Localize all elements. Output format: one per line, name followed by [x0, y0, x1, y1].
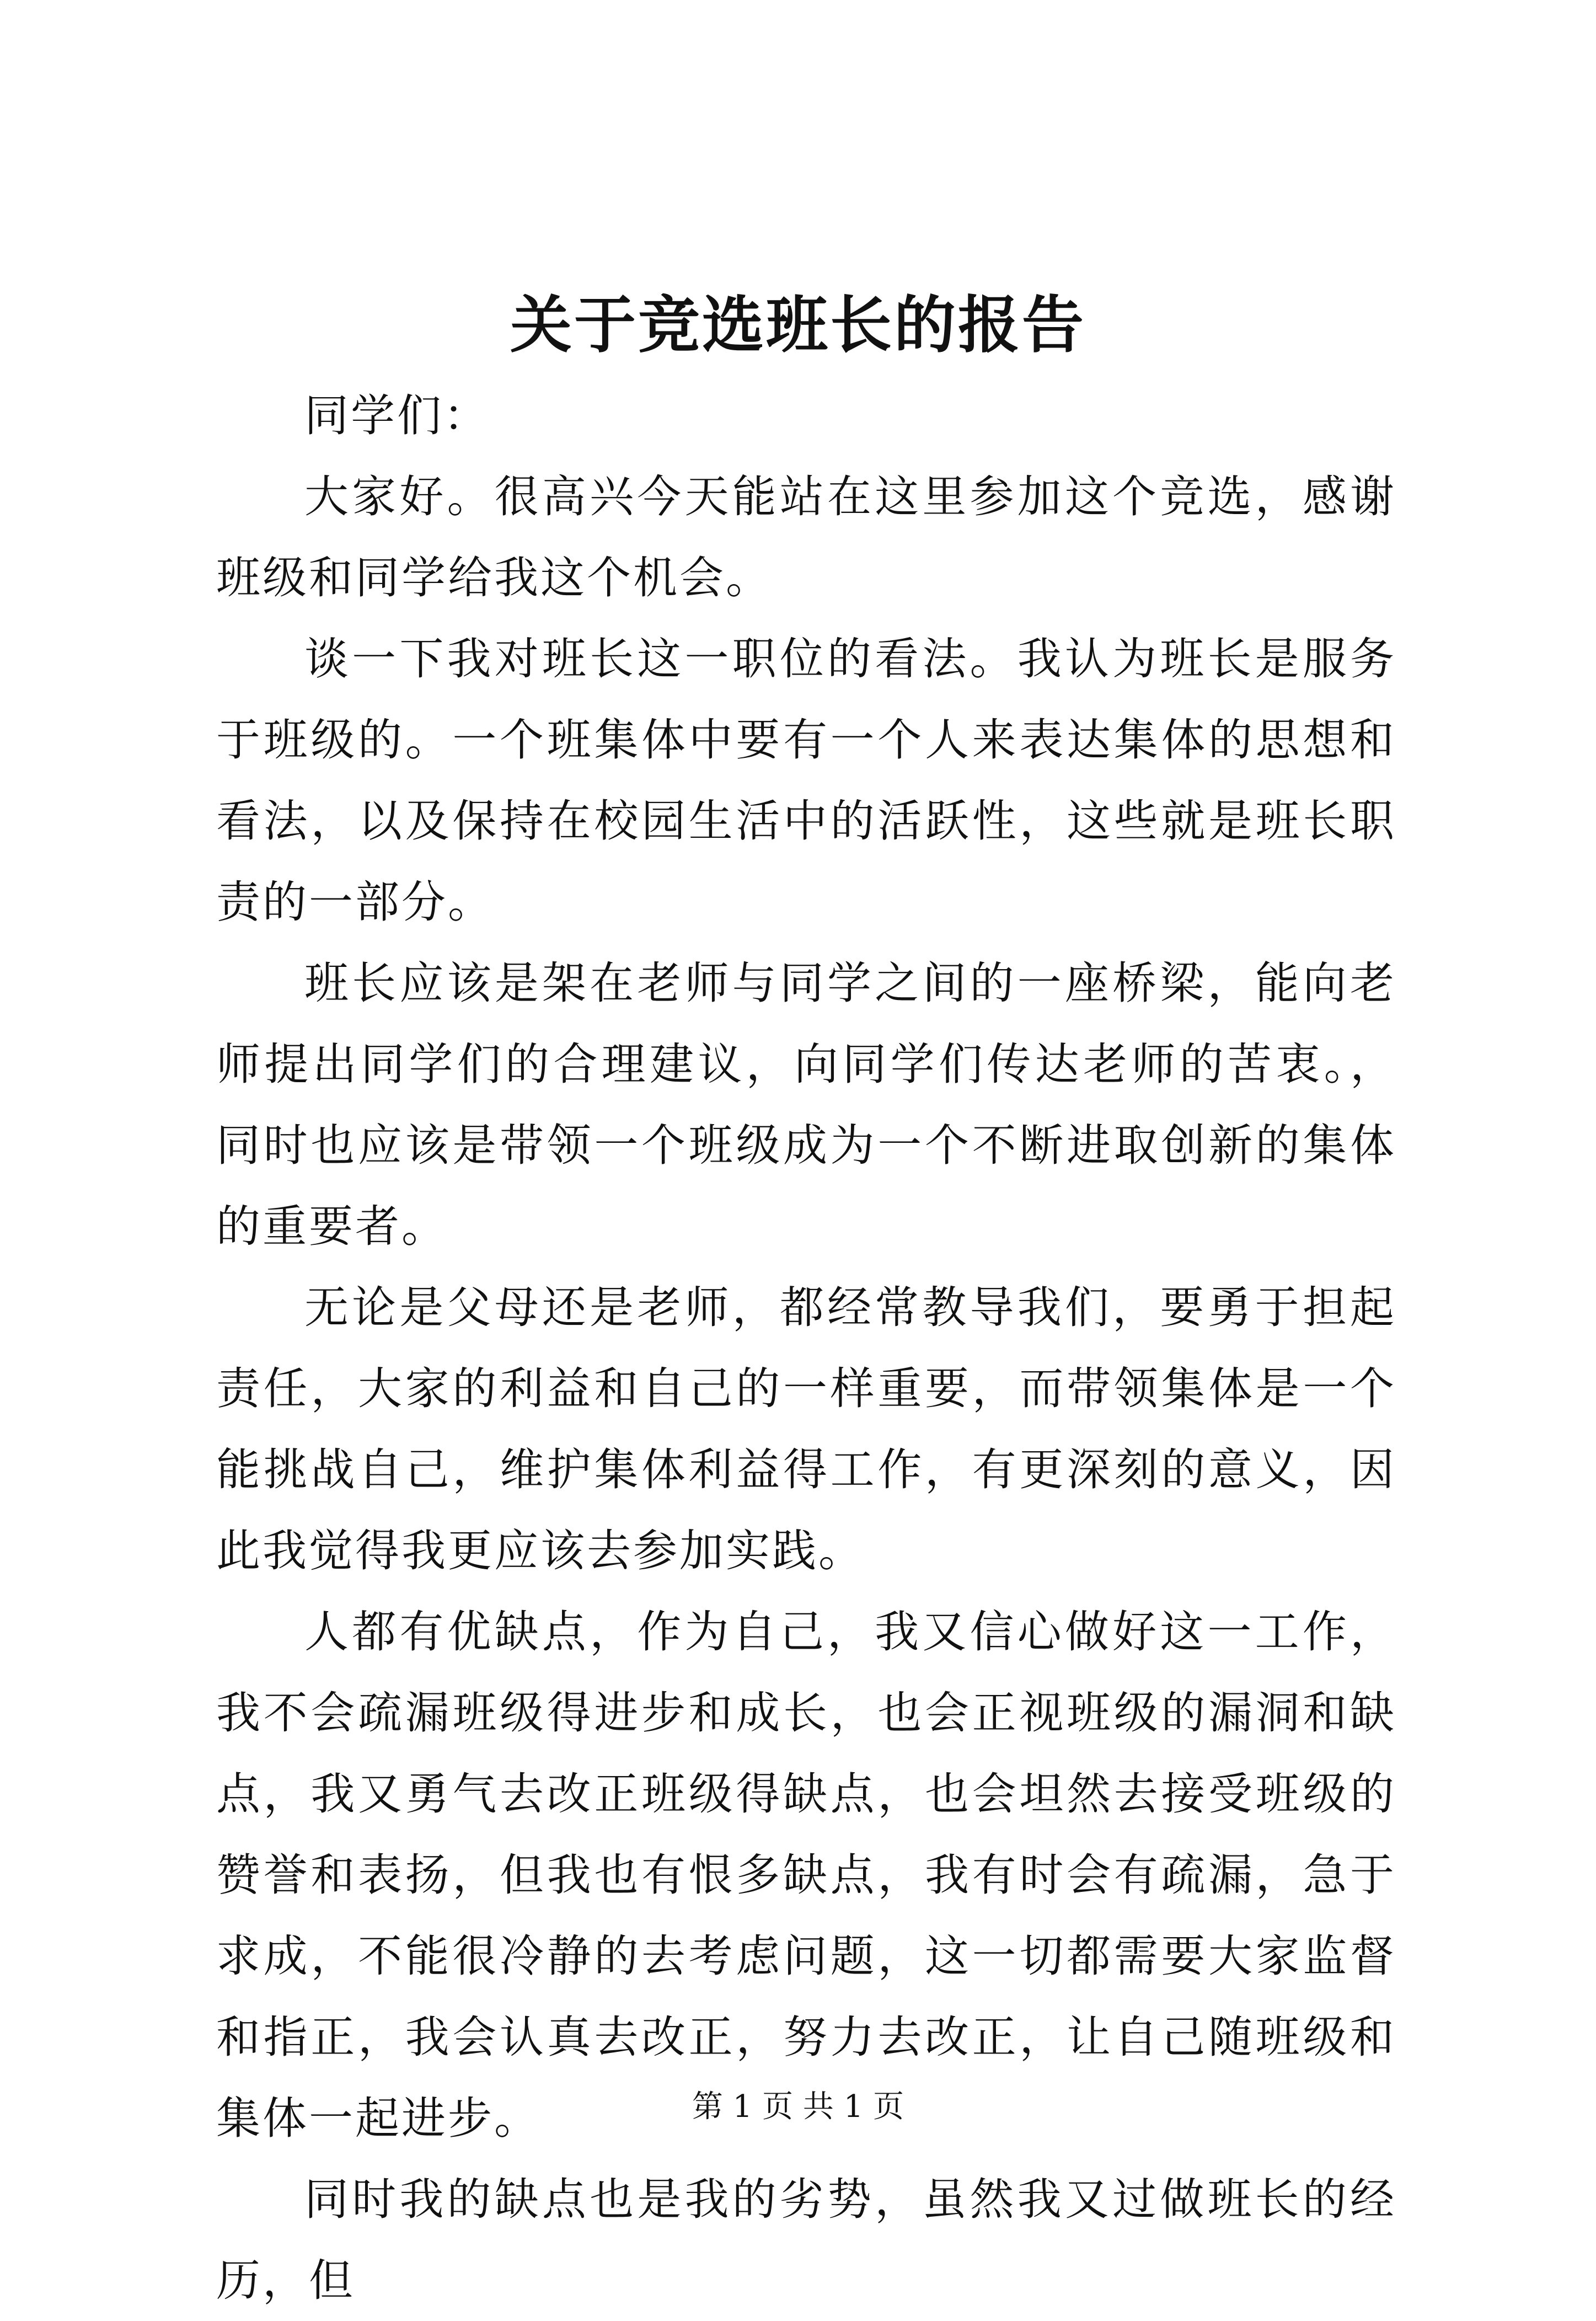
paragraph: 人都有优缺点，作为自己，我又信心做好这一工作，我不会疏漏班级得进步和成长，也会正视班级的漏洞和缺点，我又勇气去改正班级得缺点，也会坦然去接受班级的赞誉和表扬，但我也有恨多缺点，我有时会有疏漏，急于求成，不能很冷静的去考虑问题，这一切都需要大家监督和指正，我会认真去改正，努力去改正，让自己随班级和集体一起进步。	[216, 1606, 1396, 2144]
document-body	[216, 375, 1396, 2321]
paragraph: 班长应该是架在老师与同学之间的一座桥梁，能向老师提出同学们的合理建议，向同学们传达老师的苦衷。，同时也应该是带领一个班级成为一个不断进取创新的集体的重要者。	[216, 958, 1396, 1252]
paragraph-salutation: 同学们：	[304, 390, 490, 441]
document-title: 关于竞选班长的报告	[510, 289, 1086, 361]
paragraph: 谈一下我对班长这一职位的看法。我认为班长是服务于班级的。一个班集体中要有一个人来表达集体的思想和看法，以及保持在校园生活中的活跃性，这些就是班长职责的一部分。	[216, 633, 1396, 928]
paragraph: 无论是父母还是老师，都经常教导我们，要勇于担起责任，大家的利益和自己的一样重要，而带领集体是一个能挑战自己，维护集体利益得工作，有更深刻的意义，因此我觉得我更应该去参加实践。	[216, 1282, 1396, 1576]
paragraph: 同时我的缺点也是我的劣势，虽然我又过做班长的经历，但	[216, 2174, 1396, 2306]
paragraph: 大家好。很高兴今天能站在这里参加这个竞选，感谢班级和同学给我这个机会。	[216, 471, 1396, 603]
page-number-footer: 第 1 页 共 1 页	[692, 2089, 904, 2125]
